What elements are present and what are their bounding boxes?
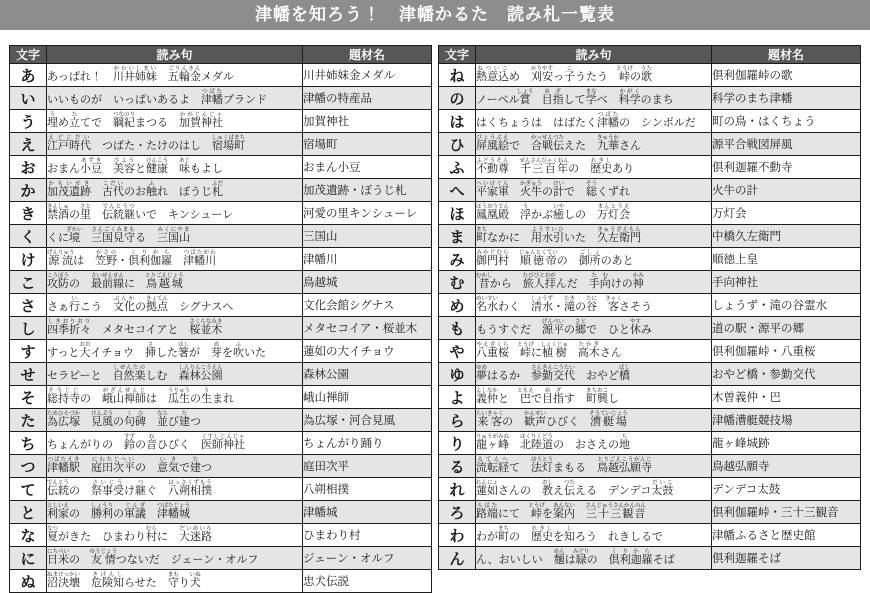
subject-cell: 町の鳥・はくちょう [712,110,861,133]
karuta-row [10,225,432,248]
kana-cell: の [439,87,476,110]
karuta-row [10,386,432,409]
kana-cell: す [10,340,47,363]
subject-cell: 津幡の特産品 [303,87,432,110]
karuta-row [10,340,432,363]
reading-cell: くに境ざかい 三国見守さんごくみまもる 三国山みくにやま [47,225,303,248]
karuta-row [10,64,432,87]
subject-cell: ひまわり村 [303,524,432,547]
reading-cell: 禁酒きんしゅの里さと 伝統継でんとうついで キンシューレ [47,202,303,225]
karuta-row [439,455,861,478]
subject-cell: 津幡漕艇競技場 [712,409,861,432]
kana-cell: へ [439,179,476,202]
reading-cell: 為広塚ためひろづか 見風けんぷうの句碑くひ 並ならび建たつ [47,409,303,432]
karuta-row [10,570,432,593]
karuta-row [10,409,432,432]
subject-cell: 鳥越弘願寺 [712,455,861,478]
column-header-reading: 読み句 [47,46,303,64]
reading-cell: 夏なつがきた ひまわり村むらに 大迷路だいめいろ [47,524,303,547]
karuta-row [10,294,432,317]
karuta-row [439,340,861,363]
subject-cell: 河愛の里キンシューレ [303,202,432,225]
reading-cell: 津幡駅つばたえき 庭田次平にわたじへいの 意気いきで建たつ [47,455,303,478]
subject-cell: 源平合戦図屏風 [712,133,861,156]
reading-cell: ノーベル賞しょう 目指めざして学まなべ 科学かがくのまち [476,87,712,110]
karuta-row [439,248,861,271]
subject-cell: 火牛の計 [712,179,861,202]
kana-cell: ぬ [10,570,47,593]
karuta-row [10,501,432,524]
kana-cell: む [439,271,476,294]
kana-cell: ゆ [439,363,476,386]
karuta-row [10,432,432,455]
subject-cell: 万灯会 [712,202,861,225]
column-header-subject: 題材名 [712,46,861,64]
subject-cell: おやど橋・参勤交代 [712,363,861,386]
kana-cell: こ [10,271,47,294]
reading-cell: 昔むかしから 旅人拝たびびとおがんだ 手向たむけの神かみ [476,271,712,294]
kana-cell: な [10,524,47,547]
reading-cell: 蓮如れんにょさんの 教おしえ伝つたえる デンデコ太鼓だいこ [476,478,712,501]
kana-cell: く [10,225,47,248]
reading-cell: 義仲よしなかと 巴ともえで目指めざす 町興まちおこし [476,386,712,409]
kana-cell: り [439,432,476,455]
karuta-row [10,363,432,386]
reading-cell: 源流げんりゅうは 笠野かさの・倶利伽羅くりから 津幡川つばたがわ [47,248,303,271]
reading-cell: 流転経るてんへて 法灯ほうとうまもる 鳥越弘願寺とりごえこうがんじ [476,455,712,478]
reading-cell: 沼決壊ぬまけっかい 危険知きけんしらせた 守まもり犬いぬ [47,570,303,593]
karuta-table-right-body [439,64,861,570]
reading-cell: 加茂遺跡かもいせき 古代こだいのお触ふれ ぼうじ札ふだ [47,179,303,202]
subject-cell: 文化会館シグナス [303,294,432,317]
karuta-row [439,133,861,156]
subject-cell: 忠犬伝説 [303,570,432,593]
karuta-row [10,202,432,225]
reading-cell: 龍ヶ峰りゅうがみね 北陸道ほくりくどうの おさえの地ち [476,432,712,455]
subject-cell: 川井姉妹金メダル [303,64,432,87]
subject-cell: 蓮如の大イチョウ [303,340,432,363]
subject-cell: 倶利迦羅不動寺 [712,156,861,179]
reading-cell: いいものが いっぱいあるよ 津幡つばたブランド [47,87,303,110]
karuta-row [439,478,861,501]
reading-cell: 伝統でんとうの 祭事受さいじうけ継つぐ 八朔相撲はっさくずもう [47,478,303,501]
karuta-row [10,179,432,202]
karuta-row [439,432,861,455]
subject-cell: 宿場町 [303,133,432,156]
kana-cell: せ [10,363,47,386]
karuta-row [10,87,432,110]
kana-cell: て [10,478,47,501]
karuta-row [439,202,861,225]
subject-cell: 中橋久左衛門 [712,225,861,248]
subject-cell: 庭田次平 [303,455,432,478]
subject-cell: 鳥越城 [303,271,432,294]
column-header-subject: 題材名 [303,46,432,64]
subject-cell: おまん小豆 [303,156,432,179]
karuta-row [439,271,861,294]
reading-cell: 御門村みかどむら 順徳帝じゅんとくていの 御所ごしょのあと [476,248,712,271]
reading-cell: わが町まちの 歴史れきしを知しろう れきしるで [476,524,712,547]
kana-cell: に [10,547,47,570]
kana-cell: ふ [439,156,476,179]
reading-cell: すっと大おおイチョウ 挿さした箸はしが 芽めを吹ふいた [47,340,303,363]
karuta-row [10,455,432,478]
kana-cell: わ [439,524,476,547]
reading-cell: 埋うめ立たてで 綱紀つなのりまつる 加賀神社かがじんじゃ [47,110,303,133]
karuta-row [10,248,432,271]
reading-cell: 来客らいきゃくの 歓声かんせいひびく 漕艇場そうていじょう [476,409,712,432]
reading-cell: 攻防こうぼうの 最前線さいぜんせんに 鳥越城とりごえじょう [47,271,303,294]
subject-cell: 津幡川 [303,248,432,271]
subject-cell: メタセコイア・桜並木 [303,317,432,340]
table-header-row [439,46,861,64]
reading-cell: 四季折々しきおりおり メタセコイアと 桜並木さくらなみき [47,317,303,340]
kana-cell: あ [10,64,47,87]
reading-cell: ちょんがりの 鈴すずの音ねひびく 医師神社くすしじんじゃ [47,432,303,455]
reading-cell: さぁ行いこう 文化ぶんかの拠点きょてん シグナスへ [47,294,303,317]
reading-cell: 八重桜やえざくら 峠とうげに植樹しょくじゅ 高木たかぎさん [476,340,712,363]
subject-cell: 龍ヶ峰城跡 [712,432,861,455]
karuta-table-left [9,45,432,593]
kana-cell: さ [10,294,47,317]
subject-cell: 木曽義仲・巴 [712,386,861,409]
subject-cell: ジェーン・オルフ [303,547,432,570]
kana-cell: い [10,87,47,110]
kana-cell: る [439,455,476,478]
reading-cell: あっぱれ！ 川井姉妹かわいしまい 五輪金ごりんきんメダル [47,64,303,87]
subject-cell: 森林公園 [303,363,432,386]
karuta-row [439,501,861,524]
subject-cell: 倶利伽羅峠・八重桜 [712,340,861,363]
subject-cell: 加茂遺跡・ぼうじ札 [303,179,432,202]
column-header-reading: 読み句 [476,46,712,64]
reading-cell: セラピーと 自然楽しぜんたのしむ 森林公園しんりんこうえん [47,363,303,386]
subject-cell: 津幡城 [303,501,432,524]
subject-cell: 八朔相撲 [303,478,432,501]
kana-cell: ん [439,547,476,570]
subject-cell: 津幡ふるさと歴史館 [712,524,861,547]
kana-cell: め [439,294,476,317]
kana-cell: し [10,317,47,340]
reading-cell: もうすぐだ 源平げんぺいの郷さとで ひと休やすみ [476,317,712,340]
reading-cell: 平家軍へいけぐん 火牛かぎゅうの計けいで 総そうくずれ [476,179,712,202]
reading-cell: 屏風絵びょうぶえで 合戦伝かっせんつたえた 九華きゅうかさん [476,133,712,156]
subject-cell: 手向神社 [712,271,861,294]
karuta-table-left-body [10,64,432,593]
karuta-row [10,317,432,340]
reading-cell: 総持寺そうじじの 峨山禅師がざんぜんじは 瓜生うりゅうの生うまれ [47,386,303,409]
reading-cell: 夢ゆめはるか 参勤交代さんきんこうたい おやど橋ばし [476,363,712,386]
kana-cell: は [439,110,476,133]
kana-cell: れ [439,478,476,501]
subject-cell: しょうず・滝の谷霊水 [712,294,861,317]
kana-cell: お [10,156,47,179]
kana-cell: ひ [439,133,476,156]
page-title: 津幡を知ろう！ 津幡かるた 読み札一覧表 [0,0,870,30]
kana-cell: や [439,340,476,363]
karuta-row [10,271,432,294]
subject-cell: 加賀神社 [303,110,432,133]
karuta-row [10,156,432,179]
kana-cell: た [10,409,47,432]
kana-cell: ら [439,409,476,432]
karuta-row [10,478,432,501]
kana-cell: け [10,248,47,271]
reading-cell: 路端ろばたにて 峠とうげを案内あんない 三十三観音さんじゅうさんかんのん [476,501,712,524]
subject-cell: 倶利伽羅峠・三十三観音 [712,501,861,524]
subject-cell: 為広塚・河合見風 [303,409,432,432]
reading-cell: おまん小豆あずき 美容びようと健康けんこう 味あじもよし [47,156,303,179]
karuta-tables-container [0,30,870,593]
kana-cell: つ [10,455,47,478]
kana-cell: も [439,317,476,340]
subject-cell: デンデコ太鼓 [712,478,861,501]
karuta-row [439,64,861,87]
subject-cell: 倶利伽羅峠の歌 [712,64,861,87]
column-header-char: 文字 [10,46,47,64]
reading-cell: 利家としいえの 勝利しょうりの軍議ぐんぎ 津幡城つばたじょう [47,501,303,524]
kana-cell: か [10,179,47,202]
column-header-char: 文字 [439,46,476,64]
karuta-row [439,363,861,386]
karuta-row [439,87,861,110]
kana-cell: う [10,110,47,133]
karuta-row [439,317,861,340]
subject-cell: 三国山 [303,225,432,248]
table-header-row [10,46,432,64]
subject-cell: 順徳上皇 [712,248,861,271]
reading-cell: 不動尊ふどうそん 千三百年せんさんびゃくねんの 歴史れきしあり [476,156,712,179]
kana-cell: え [10,133,47,156]
kana-cell: ろ [439,501,476,524]
karuta-row [439,294,861,317]
reading-cell: ん、おいしい 麺めんは緑みどりの 倶利迦羅くりからそば [476,547,712,570]
subject-cell: ちょんがり踊り [303,432,432,455]
reading-cell: 町まちなかに 用水引ようすいひいた 久左衛門きゅうざえもん [476,225,712,248]
kana-cell: き [10,202,47,225]
reading-cell: はくちょうは はばたく津幡つばたの シンボルだ [476,110,712,133]
kana-cell: そ [10,386,47,409]
reading-cell: 江戸時代えどじだい つばた・たけのはし 宿場町しゅくばまち [47,133,303,156]
subject-cell: 道の駅・源平の郷 [712,317,861,340]
karuta-row [10,110,432,133]
karuta-row [439,524,861,547]
reading-cell: 名水めいすいわく 清水しょうず・滝たきの谷たに 客きゃくさそう [476,294,712,317]
kana-cell: ち [10,432,47,455]
kana-cell: ま [439,225,476,248]
kana-cell: よ [439,386,476,409]
karuta-row [10,547,432,570]
reading-cell: 熱意込ねついこめ 刈安かりやすっ子こうたう 峠とうげの歌うた [476,64,712,87]
karuta-row [10,524,432,547]
karuta-row [439,225,861,248]
reading-cell: 日米にちべいの 友情ゆうじょうつないだ ジェーン・オルフ [47,547,303,570]
reading-cell: 鳳凰殿ほうおうでん 浮うかぶ癒いやしの 万灯会まんとうえ [476,202,712,225]
karuta-row [439,547,861,570]
kana-cell: ほ [439,202,476,225]
karuta-table-right [438,45,861,570]
karuta-row [439,409,861,432]
karuta-row [439,386,861,409]
subject-cell: 科学のまち津幡 [712,87,861,110]
kana-cell: と [10,501,47,524]
subject-cell: 峨山禅師 [303,386,432,409]
karuta-row [10,133,432,156]
kana-cell: ね [439,64,476,87]
karuta-row [439,110,861,133]
kana-cell: み [439,248,476,271]
subject-cell: 倶利迦羅そば [712,547,861,570]
karuta-row [439,156,861,179]
karuta-row [439,179,861,202]
